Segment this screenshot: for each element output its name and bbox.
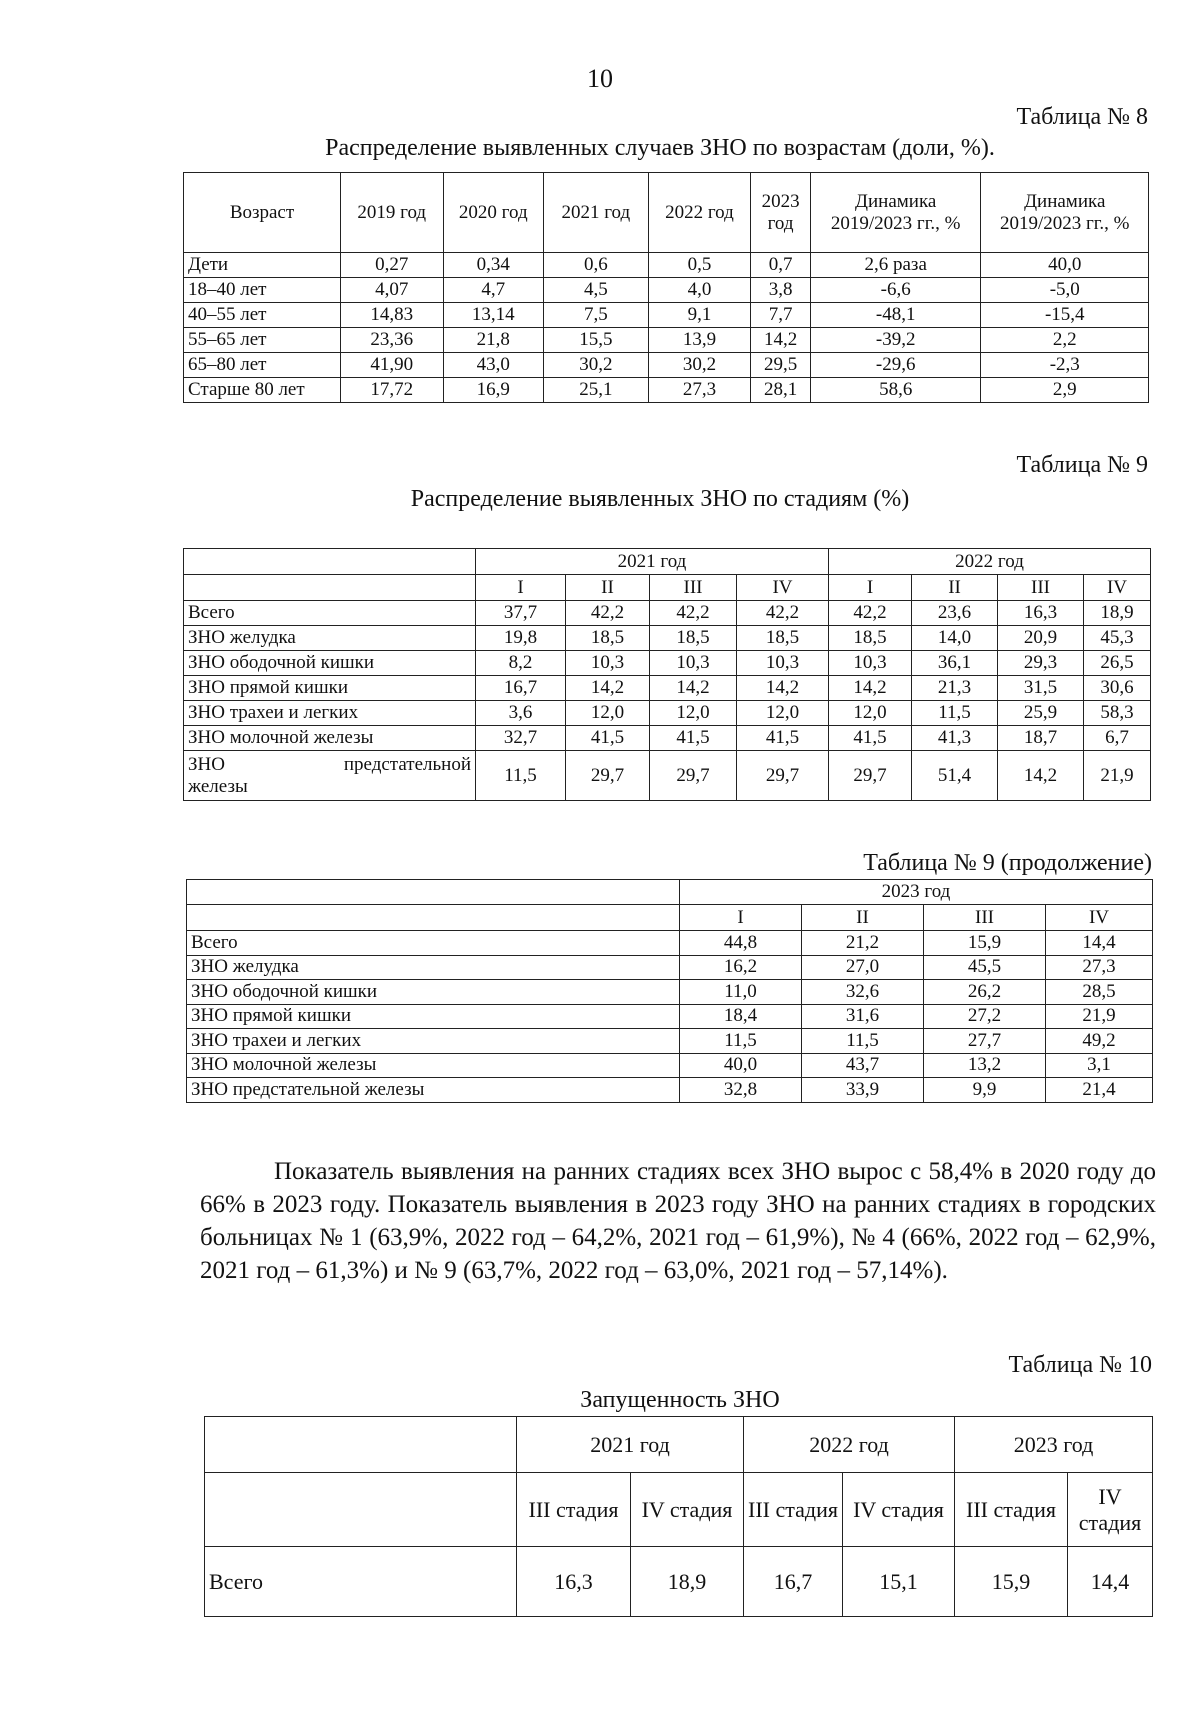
data-cell: 41,5 (650, 726, 737, 751)
stage-header: IV стадия (843, 1473, 955, 1547)
data-cell: 28,5 (1046, 980, 1153, 1005)
data-cell: 18,9 (631, 1547, 744, 1617)
data-cell: 33,9 (802, 1078, 924, 1103)
row-label: Старше 80 лет (184, 378, 341, 403)
data-cell: 8,2 (476, 651, 566, 676)
data-cell: 4,7 (443, 278, 543, 303)
table10-label: Таблица № 10 (1008, 1352, 1152, 1378)
data-cell: 21,9 (1084, 751, 1151, 801)
table9 (183, 548, 1151, 801)
data-cell: 16,7 (744, 1547, 843, 1617)
row-label: ЗНО трахеи и легких (184, 701, 476, 726)
row-label-part: предстательной (343, 753, 471, 775)
table-row (187, 1078, 1153, 1103)
empty-cell (184, 549, 476, 575)
stage-header: I (680, 905, 802, 931)
year-header: 2023 год (680, 880, 1153, 905)
stage-header: I (829, 575, 912, 601)
data-cell: 32,6 (802, 980, 924, 1005)
stage-header: III (650, 575, 737, 601)
year-header: 2022 год (829, 549, 1151, 575)
data-cell: 14,2 (566, 676, 650, 701)
data-cell: 40,0 (981, 253, 1149, 278)
row-label: Всего (205, 1547, 517, 1617)
table9-continued (186, 879, 1153, 1103)
data-cell: 3,6 (476, 701, 566, 726)
data-cell: 16,3 (998, 601, 1084, 626)
data-cell: 13,2 (924, 1053, 1046, 1078)
data-cell: -6,6 (810, 278, 981, 303)
data-cell: 43,0 (443, 353, 543, 378)
row-label-part: железы (188, 775, 248, 797)
data-cell: 2,9 (981, 378, 1149, 403)
table9c-label: Таблица № 9 (продолжение) (863, 850, 1152, 876)
data-cell: 4,5 (544, 278, 649, 303)
data-cell: -2,3 (981, 353, 1149, 378)
data-cell: 4,0 (648, 278, 751, 303)
table9-title: Распределение выявленных ЗНО по стадиям (%) (410, 486, 910, 512)
row-label: Всего (184, 601, 476, 626)
row-label: ЗНО желудка (187, 955, 680, 980)
data-cell: 14,2 (998, 751, 1084, 801)
data-cell: 14,2 (751, 328, 811, 353)
data-cell: 42,2 (829, 601, 912, 626)
data-cell: 12,0 (566, 701, 650, 726)
data-cell: 15,9 (955, 1547, 1068, 1617)
row-label-part: ЗНО (188, 753, 225, 775)
row-label (184, 751, 476, 801)
header-cell: 2022 год (648, 173, 751, 253)
stage-header: II (566, 575, 650, 601)
data-cell: 30,6 (1084, 676, 1151, 701)
data-cell: 29,7 (566, 751, 650, 801)
header-cell: Возраст (184, 173, 341, 253)
row-label: 18–40 лет (184, 278, 341, 303)
data-cell: 29,7 (650, 751, 737, 801)
row-label: ЗНО ободочной кишки (187, 980, 680, 1005)
stage-header: IV (1046, 905, 1153, 931)
data-cell: 18,5 (737, 626, 829, 651)
table10 (204, 1416, 1153, 1617)
data-cell: 32,7 (476, 726, 566, 751)
data-cell: 21,3 (912, 676, 998, 701)
data-cell: 41,90 (340, 353, 443, 378)
data-cell: 18,4 (680, 1004, 802, 1029)
stage-header: IV стадия (631, 1473, 744, 1547)
data-cell: 31,6 (802, 1004, 924, 1029)
empty-cell (205, 1473, 517, 1547)
data-cell: 25,9 (998, 701, 1084, 726)
row-label: 40–55 лет (184, 303, 341, 328)
data-cell: 11,5 (802, 1029, 924, 1054)
data-cell: 17,72 (340, 378, 443, 403)
table-row (184, 701, 1151, 726)
data-cell: 0,27 (340, 253, 443, 278)
data-cell: 45,3 (1084, 626, 1151, 651)
table-row (184, 378, 1149, 403)
data-cell: 14,2 (829, 676, 912, 701)
data-cell: 31,5 (998, 676, 1084, 701)
data-cell: -39,2 (810, 328, 981, 353)
summary-paragraph: Показатель выявления на ранних стадиях всех ЗНО вырос с 58,4% в 2020 году до 66% в 2023 году. Показатель выявления в 2023 году ЗНО на ранних стадиях в городских больницах № 1 (63,9%, 2022 год – 64,2%, 2021 год – 61,9%), № 4 (66%, 2022 год – 62,9%, 2021 год – 61,3%) и № 9 (63,7%, 2022 год – 63,0%, 2021 год – 57,14%). (200, 1158, 1156, 1284)
empty-cell (187, 905, 680, 931)
data-cell: 16,2 (680, 955, 802, 980)
year-header: 2023 год (955, 1417, 1153, 1473)
table-row (184, 601, 1151, 626)
data-cell: 21,2 (802, 931, 924, 956)
table-row (187, 980, 1153, 1005)
table8-title: Распределение выявленных случаев ЗНО по возрастам (доли, %). (325, 135, 995, 161)
table-row (187, 1004, 1153, 1029)
header-cell: 2023 год (751, 173, 811, 253)
row-label: ЗНО молочной железы (187, 1053, 680, 1078)
table-row (184, 726, 1151, 751)
data-cell: 15,5 (544, 328, 649, 353)
row-label: ЗНО молочной железы (184, 726, 476, 751)
data-cell: 29,5 (751, 353, 811, 378)
data-cell: 42,2 (737, 601, 829, 626)
data-cell: 14,2 (650, 676, 737, 701)
table-row (184, 328, 1149, 353)
empty-cell (184, 575, 476, 601)
data-cell: 11,5 (680, 1029, 802, 1054)
data-cell: 20,9 (998, 626, 1084, 651)
data-cell: 6,7 (1084, 726, 1151, 751)
data-cell: -29,6 (810, 353, 981, 378)
data-cell: 14,83 (340, 303, 443, 328)
header-cell: Динамика 2019/2023 гг., % (810, 173, 981, 253)
data-cell: 32,8 (680, 1078, 802, 1103)
stage-header: III стадия (517, 1473, 631, 1547)
data-cell: 41,3 (912, 726, 998, 751)
data-cell: 3,1 (1046, 1053, 1153, 1078)
data-cell: 44,8 (680, 931, 802, 956)
data-cell: 0,34 (443, 253, 543, 278)
table-row (184, 278, 1149, 303)
data-cell: 14,2 (737, 676, 829, 701)
data-cell: 26,5 (1084, 651, 1151, 676)
data-cell: 14,4 (1046, 931, 1153, 956)
stage-header: III стадия (744, 1473, 843, 1547)
table-row (184, 751, 1151, 801)
data-cell: 0,6 (544, 253, 649, 278)
table-row (187, 1053, 1153, 1078)
data-cell: 30,2 (648, 353, 751, 378)
table-row (187, 931, 1153, 956)
data-cell: 10,3 (737, 651, 829, 676)
data-cell: 9,9 (924, 1078, 1046, 1103)
stage-header: II (912, 575, 998, 601)
data-cell: 10,3 (650, 651, 737, 676)
data-cell: 18,5 (566, 626, 650, 651)
data-cell: 7,5 (544, 303, 649, 328)
table-row (187, 955, 1153, 980)
data-cell: 10,3 (566, 651, 650, 676)
data-cell: 40,0 (680, 1053, 802, 1078)
data-cell: 13,14 (443, 303, 543, 328)
table-row (184, 303, 1149, 328)
data-cell: 2,2 (981, 328, 1149, 353)
data-cell: 7,7 (751, 303, 811, 328)
data-cell: -48,1 (810, 303, 981, 328)
data-cell: 27,2 (924, 1004, 1046, 1029)
year-header: 2022 год (744, 1417, 955, 1473)
data-cell: 15,1 (843, 1547, 955, 1617)
row-label: ЗНО предстательной железы (187, 1078, 680, 1103)
data-cell: 36,1 (912, 651, 998, 676)
data-cell: 18,5 (829, 626, 912, 651)
data-cell: 16,9 (443, 378, 543, 403)
year-header: 2021 год (517, 1417, 744, 1473)
data-cell: 12,0 (737, 701, 829, 726)
data-cell: 19,8 (476, 626, 566, 651)
row-label: ЗНО прямой кишки (184, 676, 476, 701)
row-label: Дети (184, 253, 341, 278)
table9-label: Таблица № 9 (1016, 452, 1148, 478)
data-cell: 23,36 (340, 328, 443, 353)
stage-header: IV стадия (1068, 1473, 1153, 1547)
stage-header: IV (737, 575, 829, 601)
data-cell: 21,4 (1046, 1078, 1153, 1103)
data-cell: 58,3 (1084, 701, 1151, 726)
row-label: ЗНО ободочной кишки (184, 651, 476, 676)
data-cell: 0,5 (648, 253, 751, 278)
data-cell: 13,9 (648, 328, 751, 353)
data-cell: 11,5 (912, 701, 998, 726)
data-cell: 25,1 (544, 378, 649, 403)
data-cell: 41,5 (566, 726, 650, 751)
data-cell: 10,3 (829, 651, 912, 676)
stage-header: IV (1084, 575, 1151, 601)
data-cell: 3,8 (751, 278, 811, 303)
data-cell: 29,3 (998, 651, 1084, 676)
data-cell: 51,4 (912, 751, 998, 801)
data-cell: 27,7 (924, 1029, 1046, 1054)
data-cell: 15,9 (924, 931, 1046, 956)
data-cell: 14,0 (912, 626, 998, 651)
data-cell: 27,3 (1046, 955, 1153, 980)
table8 (183, 172, 1149, 403)
header-cell: 2020 год (443, 173, 543, 253)
data-cell: 28,1 (751, 378, 811, 403)
header-cell: 2019 год (340, 173, 443, 253)
data-cell: 18,5 (650, 626, 737, 651)
data-cell: 2,6 раза (810, 253, 981, 278)
data-cell: 4,07 (340, 278, 443, 303)
data-cell: 29,7 (829, 751, 912, 801)
year-header: 2021 год (476, 549, 829, 575)
table-row (184, 651, 1151, 676)
table8-label: Таблица № 8 (1016, 104, 1148, 130)
data-cell: 18,9 (1084, 601, 1151, 626)
data-cell: 29,7 (737, 751, 829, 801)
table10-title: Запущенность ЗНО (580, 1387, 780, 1413)
stage-header: III стадия (955, 1473, 1068, 1547)
data-cell: 11,0 (680, 980, 802, 1005)
data-cell: 42,2 (566, 601, 650, 626)
row-label: ЗНО прямой кишки (187, 1004, 680, 1029)
data-cell: 41,5 (829, 726, 912, 751)
table-row (187, 1029, 1153, 1054)
data-cell: 58,6 (810, 378, 981, 403)
table-row (184, 676, 1151, 701)
stage-header: I (476, 575, 566, 601)
table-row (184, 253, 1149, 278)
data-cell: 14,4 (1068, 1547, 1153, 1617)
empty-cell (187, 880, 680, 905)
header-cell: 2021 год (544, 173, 649, 253)
data-cell: 11,5 (476, 751, 566, 801)
data-cell: 16,3 (517, 1547, 631, 1617)
data-cell: -15,4 (981, 303, 1149, 328)
data-cell: 21,9 (1046, 1004, 1153, 1029)
data-cell: 23,6 (912, 601, 998, 626)
data-cell: -5,0 (981, 278, 1149, 303)
data-cell: 12,0 (829, 701, 912, 726)
empty-cell (205, 1417, 517, 1473)
table-row (184, 626, 1151, 651)
data-cell: 37,7 (476, 601, 566, 626)
data-cell: 0,7 (751, 253, 811, 278)
header-cell: Динамика 2019/2023 гг., % (981, 173, 1149, 253)
data-cell: 18,7 (998, 726, 1084, 751)
data-cell: 9,1 (648, 303, 751, 328)
data-cell: 16,7 (476, 676, 566, 701)
stage-header: III (998, 575, 1084, 601)
data-cell: 42,2 (650, 601, 737, 626)
data-cell: 27,3 (648, 378, 751, 403)
data-cell: 12,0 (650, 701, 737, 726)
row-label: Всего (187, 931, 680, 956)
row-label: 65–80 лет (184, 353, 341, 378)
data-cell: 26,2 (924, 980, 1046, 1005)
table-row (184, 353, 1149, 378)
data-cell: 43,7 (802, 1053, 924, 1078)
row-label: ЗНО трахеи и легких (187, 1029, 680, 1054)
row-label: 55–65 лет (184, 328, 341, 353)
row-label: ЗНО желудка (184, 626, 476, 651)
stage-header: II (802, 905, 924, 931)
data-cell: 49,2 (1046, 1029, 1153, 1054)
data-cell: 45,5 (924, 955, 1046, 980)
data-cell: 21,8 (443, 328, 543, 353)
page-number: 10 (587, 64, 613, 93)
stage-header: III (924, 905, 1046, 931)
data-cell: 41,5 (737, 726, 829, 751)
data-cell: 27,0 (802, 955, 924, 980)
data-cell: 30,2 (544, 353, 649, 378)
